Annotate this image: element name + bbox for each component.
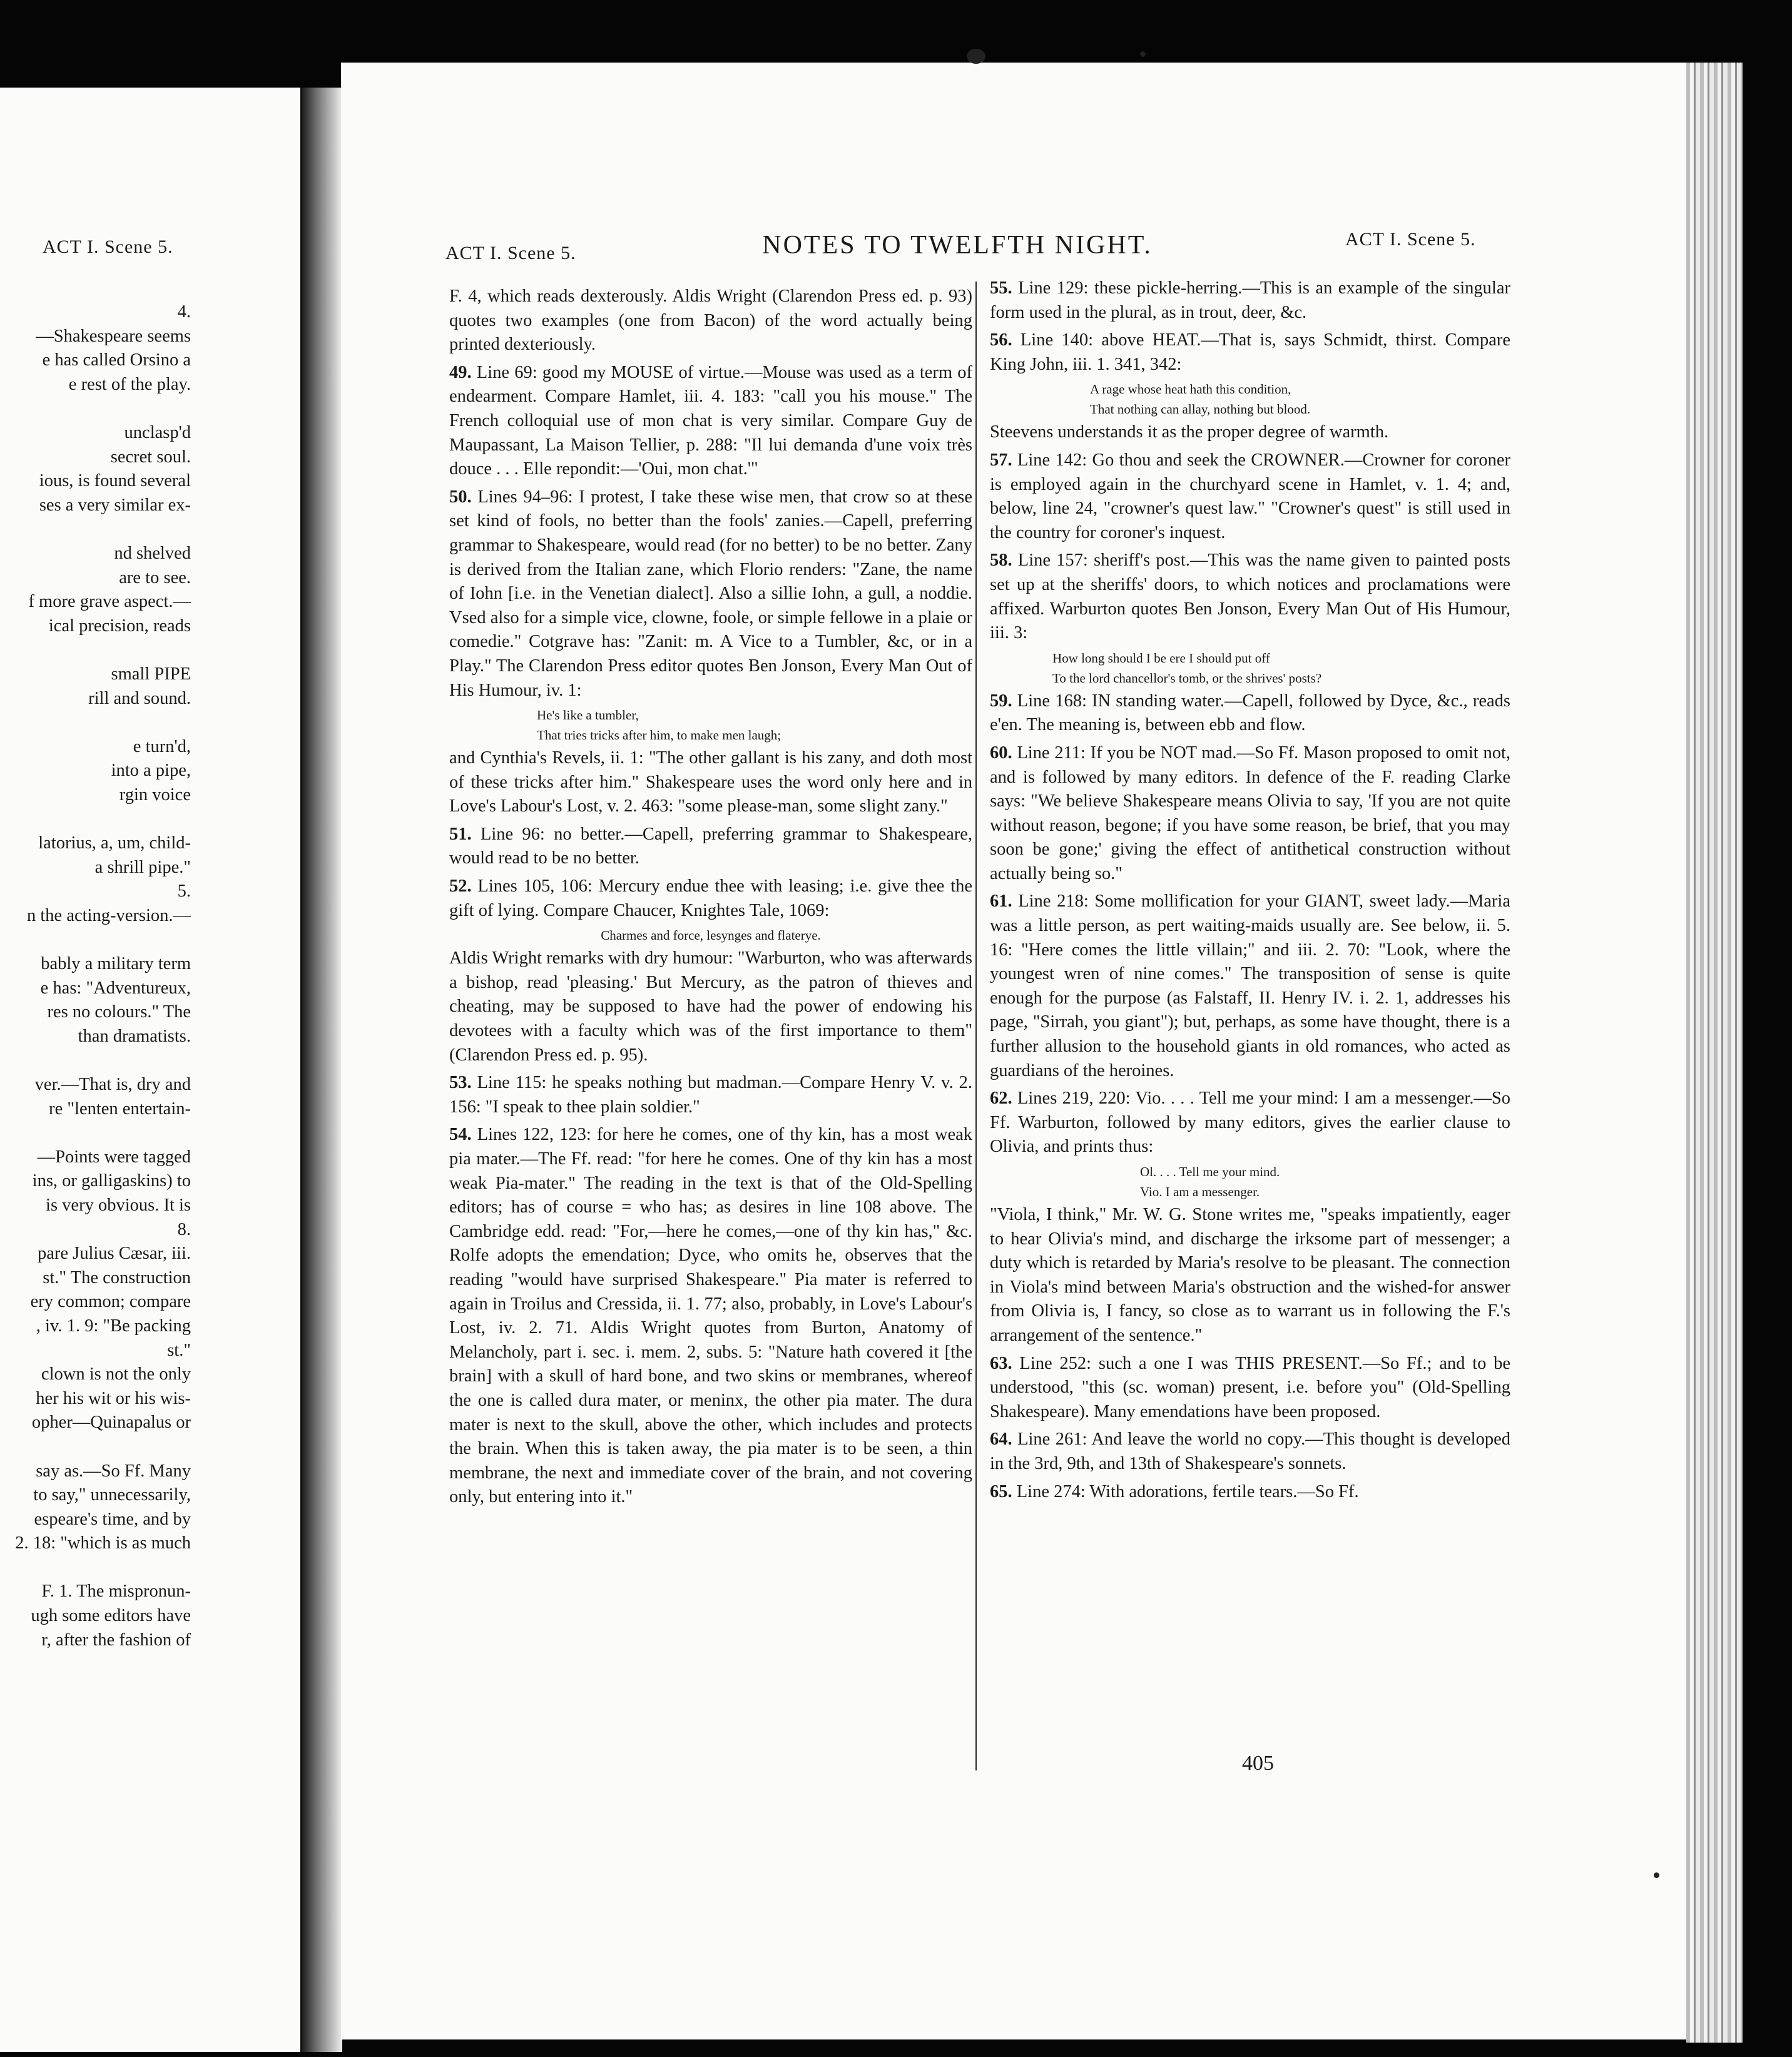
left-page-line: ver.—That is, dry and <box>34 1075 191 1094</box>
note-number: 49. <box>449 362 472 382</box>
verse-quote: How long should I be ere I should put off <box>1052 650 1270 666</box>
verse-quote: That nothing can allay, nothing but blood. <box>1090 402 1311 417</box>
left-page-line <box>0 807 191 831</box>
running-head-right: ACT I. Scene 5. <box>1345 229 1476 250</box>
left-page-line: —Shakespeare seems <box>36 326 191 346</box>
left-page-line: her his wit or his wis- <box>36 1388 191 1408</box>
note-63 <box>990 1352 1510 1425</box>
note-55 <box>990 277 1510 325</box>
note-number: 56. <box>990 330 1012 350</box>
notes-column-right <box>990 277 1510 1508</box>
left-page-line <box>0 1556 191 1580</box>
verse-quote: Charmes and force, lesynges and flaterye. <box>601 928 821 943</box>
verse-quote: That tries tricks after him, to make men laugh; <box>537 728 781 743</box>
note-58 <box>990 549 1510 645</box>
note-text: Line 261: And leave the world no copy.—This thought is developed in the 3rd, 9th, and 13th of Shakespeare's sonnets. <box>990 1430 1510 1473</box>
left-page-line: —Points were tagged <box>37 1147 191 1167</box>
note-number: 62. <box>990 1089 1012 1109</box>
left-page-line: , iv. 1. 9: "Be packing <box>36 1316 191 1336</box>
note-62 <box>990 1087 1510 1159</box>
left-page-line: bably a military term <box>41 954 191 974</box>
note-number: 65. <box>990 1481 1012 1501</box>
note-52-continued: Aldis Wright remarks with dry humour: "Warburton, who was afterwards a bishop, read 'pleasing.' But Mercury, as the patron of thieves and cheating, may be supposed to have had the power of endowing his devotees with a faculty which was of the first importance to them" (Clarendon Press ed. p. 95). <box>449 948 972 1065</box>
left-page-line: n the acting-version.— <box>27 905 191 925</box>
column-rule <box>975 282 977 1770</box>
note-number: 57. <box>990 450 1012 470</box>
left-page-line: ious, is found several <box>39 471 191 491</box>
left-page-line: a shrill pipe." <box>94 857 191 877</box>
left-page-line: ery common; compare <box>30 1292 191 1312</box>
left-page-line: rgin voice <box>119 785 191 805</box>
verse-quote: To the lord chancellor's tomb, or the shrives' posts? <box>1052 670 1322 686</box>
note-60 <box>990 741 1510 886</box>
left-page-line: nd shelved <box>114 543 191 563</box>
note-number: 53. <box>449 1073 472 1093</box>
scan-speck <box>1140 51 1146 57</box>
left-page-line: 4. <box>177 302 191 322</box>
note-number: 52. <box>449 876 472 896</box>
note-text: Lines 122, 123: for here he comes, one of thy kin, has a most weak pia mater.—The Ff. read: "for here he comes. One of thy kin has a most weak Pia-mater." The reading in the text is that of the Old-Spelling editors; has of course = who has; as desires in line 108 above. The Cambridge edd. read: "For,—here he comes,—one of thy kin has," &c. Rolfe adopts the emendation; Dyce, who omits he, observes that the reading "would have surprised Shakespeare." Pia mater is referred to again in Troilus and Cressida, ii. 1. 77; also, probably, in Love's Labour's Lost, iv. 2. 71. Aldis Wright quotes from Burton, Anatomy of Melancholy, part i. sec. i. mem. 2, subs. 5: "Nature hath covered it [the brain] with a skull of hard bone, and two skins or membranes, whereof the one is called dura mater, or meninx, the other pia mater. The dura mater is next to the skull, above the other, which includes and protects the brain. When this is taken away, the pia mater is to be seen, a thin membrane, the next and immediate cover of the brain, and not covering only, but entering into it." <box>449 1125 972 1507</box>
left-page-line <box>0 711 191 735</box>
note-text: Line 168: IN standing water.—Capell, followed by Dyce, &c., reads e'en. The meaning is, between ebb and flow. <box>990 691 1511 735</box>
left-page-line: st." <box>167 1340 191 1360</box>
left-page-line <box>0 397 191 421</box>
note-64 <box>990 1428 1510 1476</box>
left-page-line: e has called Orsino a <box>42 350 191 370</box>
note-number: 60. <box>990 743 1012 763</box>
note-text: Line 69: good my MOUSE of virtue.—Mouse was used as a term of endearment. Compare Hamlet, iii. 4. 183: "call you his mouse." The French colloquial use of mon chat is very similar. Compare Guy de Maupassant, La Maison Tellier, p. 288: "Il lui demanda d'une voix très douce . . . Elle repondit:—'Oui, mon chat.'" <box>449 362 972 479</box>
note-65 <box>990 1480 1510 1505</box>
note-50 <box>449 485 972 703</box>
note-text: Line 157: sheriff's post.—This was the name given to painted posts set up at the sheriffs' doors, to which notices and proclamations were affixed. Warburton quotes Ben Jonson, Every Man Out of His Humour, iii. 3: <box>990 551 1511 643</box>
running-head-left: ACT I. Scene 5. <box>445 243 576 263</box>
left-page-line: than dramatists. <box>78 1026 191 1046</box>
verse-quote: He's like a tumbler, <box>537 708 639 723</box>
left-page-line: ins, or galligaskins) to <box>32 1171 191 1191</box>
page-title: NOTES TO TWELFTH NIGHT. <box>762 231 1153 260</box>
note-48-continued: F. 4, which reads dexterously. Aldis Wright (Clarendon Press ed. p. 93) quotes two examples (one from Bacon) of the word actually being printed dexteriously. <box>449 287 972 355</box>
left-page-line <box>0 1435 191 1460</box>
left-page-line: opher—Quinapalus or <box>31 1413 191 1433</box>
verse-quote: A rage whose heat hath this condition, <box>1090 382 1291 397</box>
left-page-line: are to see. <box>119 567 191 587</box>
note-number: 50. <box>449 487 472 507</box>
note-49 <box>449 361 972 482</box>
note-text: Lines 105, 106: Mercury endue thee with leasing; i.e. give thee the gift of lying. Compare Chaucer, Knightes Tale, 1069: <box>449 876 973 920</box>
note-56-continued: Steevens understands it as the proper degree of warmth. <box>990 422 1389 442</box>
left-page-line: to say," unnecessarily, <box>33 1485 191 1505</box>
left-page-line: e rest of the play. <box>68 374 191 394</box>
left-page-line: res no colours." The <box>47 1002 191 1022</box>
book-gutter <box>302 88 342 2052</box>
note-59 <box>990 689 1510 738</box>
note-number: 55. <box>990 278 1012 298</box>
left-page-line: is very obvious. It is <box>46 1195 191 1215</box>
scan-speck <box>1654 1872 1659 1878</box>
left-page-line: rill and sound. <box>88 688 191 708</box>
left-page-line: espeare's time, and by <box>34 1509 191 1529</box>
note-text: Line 274: With adorations, fertile tears.—So Ff. <box>1016 1481 1359 1501</box>
left-page-line: ugh some editors have <box>31 1606 191 1626</box>
left-page-line <box>0 1121 191 1145</box>
note-number: 64. <box>990 1430 1012 1450</box>
left-page-line: f more grave aspect.— <box>28 592 191 612</box>
left-page-line: ses a very similar ex- <box>39 495 191 515</box>
left-page-line <box>0 928 191 952</box>
notes-column-left <box>449 285 972 1513</box>
left-page-line: into a pipe, <box>111 761 191 781</box>
left-page-line: e has: "Adventureux, <box>40 978 191 998</box>
note-number: 61. <box>990 891 1012 912</box>
note-text: Line 218: Some mollification for your GIANT, sweet lady.—Maria was a little person, as pert waiting-maids usually are. See below, ii. 5. 16: "Here comes the little villain;" and iii. 2. 70: "Look, where the youngest wren of nine comes." The transposition of sense is quite enough for the purpose (as Falstaff, II. Henry IV. i. 2. 1, addresses his page, "Sirrah, you giant"); but, perhaps, as some have thought, there is a further allusion to the household giants in old romances, who acted as guardians of the heroines. <box>990 891 1510 1080</box>
note-51 <box>449 823 972 871</box>
note-text: Lines 219, 220: Vio. . . . Tell me your mind: I am a messenger.—So Ff. Warburton, followed by many editors, gives the earlier clause to Olivia, and prints thus: <box>990 1089 1510 1157</box>
note-number: 51. <box>449 824 472 844</box>
page-number: 405 <box>1242 1752 1274 1775</box>
note-number: 54. <box>449 1125 472 1145</box>
verse-quote: Vio. I am a messenger. <box>1140 1184 1260 1199</box>
note-text: Line 211: If you be NOT mad.—So Ff. Mason proposed to omit not, and is followed by many editors. In defence of the F. reading Clarke says: "We believe Shakespeare means Olivia to say, 'If you are not quite without reason, begone; if you have some reason, be brief, that you may soon be gone;' giving the effect of antithetical construction without actually being so." <box>990 743 1510 883</box>
left-page-line <box>0 517 191 542</box>
left-page-line: latorius, a, um, child- <box>38 833 191 853</box>
left-page-line: 2. 18: "which is as much <box>15 1533 191 1553</box>
left-page-line: 8. <box>177 1219 191 1239</box>
note-text: Line 115: he speaks nothing but madman.—Compare Henry V. v. 2. 156: "I speak to thee plain soldier." <box>449 1073 972 1117</box>
left-page-line: small PIPE <box>111 664 191 684</box>
note-53 <box>449 1071 972 1119</box>
note-number: 63. <box>990 1353 1012 1373</box>
note-text: Lines 94–96: I protest, I take these wise men, that crow so at these set kind of fools, no better than the fools' zanies.—Capell, preferring grammar to Shakespeare, would read (for no better) to be no better. Zany is derived from the Italian zane, which Florio renders: "Zane, the name of Iohn [i.e. in the Venetian dialect]. Also a sillie Iohn, a gull, a noddie. Vsed also for a simple vice, clowne, foole, or simple fellowe in a plaie or comedie." Cotgrave has: "Zanit: m. A Vice to a Tumbler, &c, or in a Play." The Clarendon Press editor quotes Ben Jonson, Every Man Out of His Humour, iv. 1: <box>449 487 973 700</box>
page-edges <box>1686 63 1743 2043</box>
left-page-line: ical precision, reads <box>48 616 191 636</box>
left-page-line: e turn'd, <box>133 736 191 756</box>
note-62-continued: "Viola, I think," Mr. W. G. Stone writes me, "speaks impatiently, eager to hear Olivia's mind, and discharge the irksome part of messenger; a duty which is retarded by Maria's resolve to be pleasant. The connection in Viola's mind between Maria's obstruction and the wished-for answer from Olivia is, I fancy, so close as to warrant us in following the F.'s arrangement of the sentence." <box>990 1205 1510 1345</box>
left-page-line: unclasp'd <box>124 422 191 442</box>
note-50-continued: and Cynthia's Revels, ii. 1: "The other gallant is his zany, and doth most of these tricks after him." Shakespeare uses the word only here and in Love's Labour's Lost, v. 2. 463: "some please-man, some slight zany." <box>449 748 972 816</box>
left-page-line: secret soul. <box>110 447 191 467</box>
scan-speck <box>967 49 985 64</box>
left-page-line: st." The construction <box>43 1267 191 1288</box>
left-running-head: ACT I. Scene 5. <box>43 236 173 257</box>
left-page-line: clown is not the only <box>41 1364 191 1384</box>
note-number: 59. <box>990 691 1012 711</box>
note-text: Line 129: these pickle-herring.—This is an example of the singular form used in the plural, as in trout, deer, &c. <box>990 278 1510 322</box>
note-56 <box>990 328 1510 377</box>
note-text: Line 140: above HEAT.—That is, says Schmidt, thirst. Compare King John, iii. 1. 341, 342: <box>990 330 1511 374</box>
left-page-line: re "lenten entertain- <box>49 1099 191 1119</box>
verse-quote: Ol. . . . Tell me your mind. <box>1140 1164 1280 1179</box>
note-57 <box>990 449 1510 545</box>
left-page-line: r, after the fashion of <box>41 1630 191 1650</box>
left-page-line: pare Julius Cæsar, iii. <box>37 1244 191 1264</box>
note-52 <box>449 875 972 923</box>
left-page-line: F. 1. The mispronun- <box>41 1582 191 1602</box>
left-page-line <box>0 638 191 663</box>
note-54 <box>449 1123 972 1510</box>
note-61 <box>990 890 1510 1083</box>
note-text: Line 142: Go thou and seek the CROWNER.—Crowner for coroner is employed again in the churchyard scene in Hamlet, v. 1. 4; and, below, line 24, "crowner's quest law." "Crowner's quest" is still used in the country for coroner's inquest. <box>990 450 1510 542</box>
note-text: Line 96: no better.—Capell, preferring grammar to Shakespeare, would read to be no better. <box>449 824 972 868</box>
left-page-line <box>0 1049 191 1073</box>
left-page-column <box>0 300 191 1652</box>
note-text: Line 252: such a one I was THIS PRESENT.—So Ff.; and to be understood, "this (sc. woman) present, i.e. before you" (Old-Spelling Shakespeare). Many emendations have been proposed. <box>990 1353 1511 1421</box>
left-page-line: say as.—So Ff. Many <box>36 1461 191 1481</box>
note-number: 58. <box>990 551 1012 571</box>
left-page-line: 5. <box>177 881 191 902</box>
